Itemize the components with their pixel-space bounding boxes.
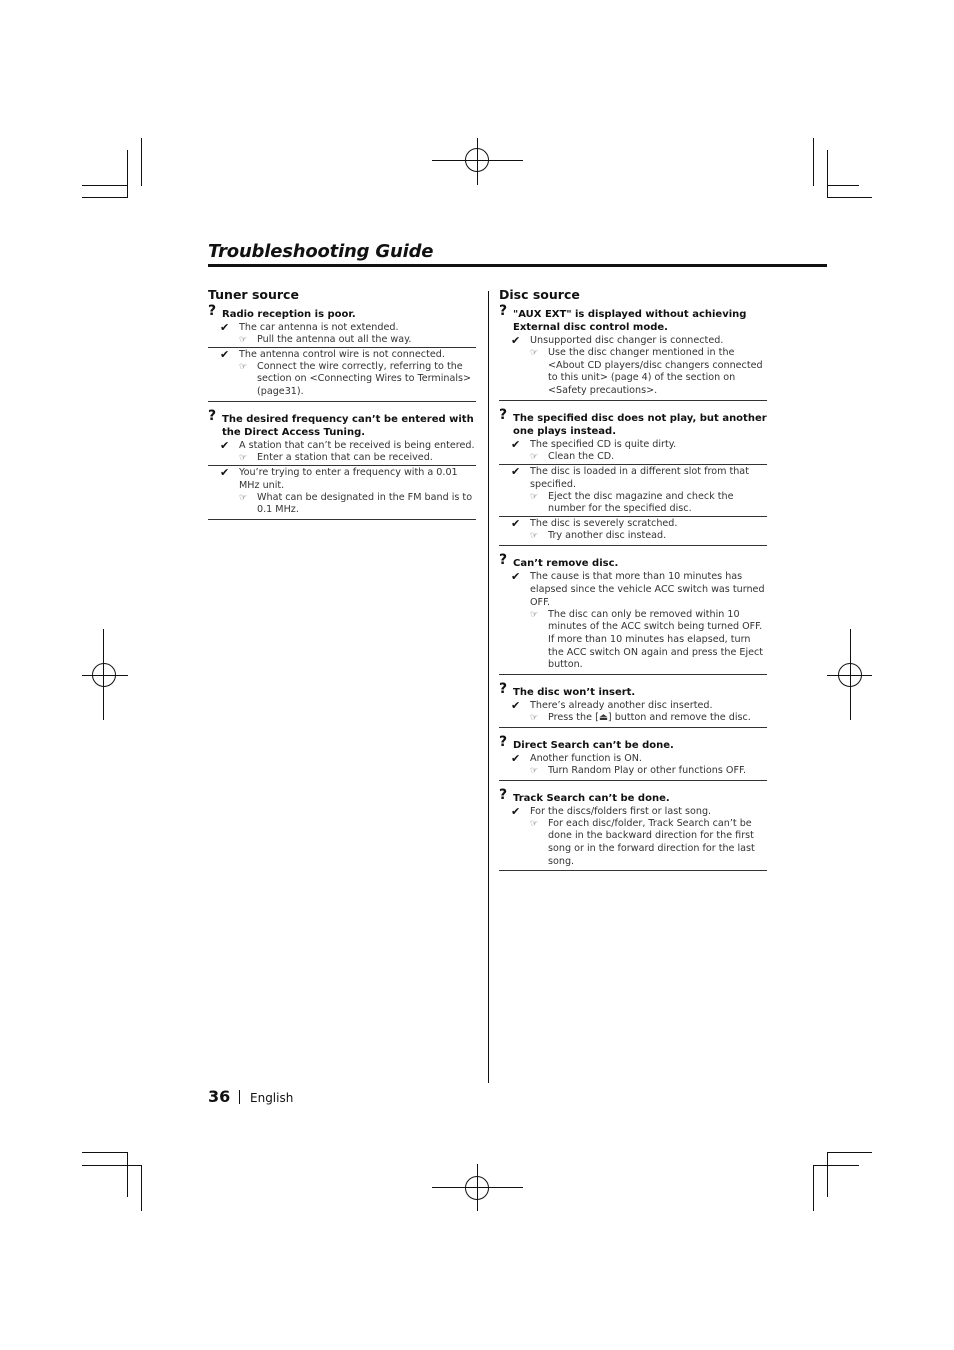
remedy-text: Eject the disc magazine and check the number for the specified disc. — [548, 490, 734, 515]
check-icon: ✔ — [511, 464, 521, 478]
check-icon: ✔ — [511, 699, 521, 713]
pointing-hand-icon: ☞ — [530, 451, 539, 462]
remedy-text: Clean the CD. — [548, 450, 615, 462]
check-icon: ✔ — [511, 437, 521, 451]
problem-text: The disc won’t insert. — [513, 687, 636, 699]
cause-text: The disc is severely scratched. — [530, 517, 678, 529]
pointing-hand-icon: ☞ — [530, 818, 539, 829]
cause-text: You’re trying to enter a frequency with a 0.01 MHz unit. — [239, 466, 458, 491]
check-icon: ✔ — [220, 321, 230, 334]
cause-text: The specified CD is quite dirty. — [530, 438, 677, 450]
cause-text: There’s already another disc inserted. — [530, 700, 713, 712]
trouble-item — [499, 303, 767, 401]
problem-text: Track Search can’t be done. — [513, 792, 670, 804]
cause-text: The antenna control wire is not connected. — [239, 348, 445, 360]
trouble-item — [208, 303, 476, 402]
remedy-text: Connect the wire correctly, referring to the section on <Connecting Wires to Terminals> (page31). — [257, 360, 472, 398]
pointing-hand-icon: ☞ — [530, 530, 539, 541]
page-number: 36 — [208, 1087, 231, 1106]
pointing-hand-icon: ☞ — [530, 765, 539, 776]
question-icon: ? — [208, 407, 217, 424]
remedy-text: Pull the antenna out all the way. — [257, 334, 412, 345]
check-icon: ✔ — [511, 334, 521, 347]
trouble-item — [499, 551, 767, 676]
question-icon: ? — [499, 551, 508, 568]
problem-text: The specified disc does not play, but another one plays instead. — [513, 412, 767, 437]
page-title: Troubleshooting Guide — [208, 241, 434, 262]
remedy-text: Try another disc instead. — [548, 529, 667, 541]
column-divider — [488, 291, 489, 1083]
cause-text: Unsupported disc changer is connected. — [530, 335, 724, 346]
check-icon: ✔ — [511, 804, 521, 818]
check-icon: ✔ — [511, 516, 521, 530]
pointing-hand-icon: ☞ — [530, 348, 539, 358]
question-icon: ? — [499, 786, 508, 803]
remedy-text: The disc can only be removed within 10 minutes of the ACC switch being turned OFF. If more than 10 minutes has elapsed, turn the ACC switch ON again and press the Eject button. — [548, 608, 764, 671]
check-icon: ✔ — [220, 465, 230, 479]
problem-text: Radio reception is poor. — [222, 309, 356, 320]
question-icon: ? — [499, 733, 508, 750]
problem-text: Can’t remove disc. — [513, 557, 619, 569]
pointing-hand-icon: ☞ — [530, 491, 539, 502]
problem-text: The desired frequency can’t be entered with the Direct Access Tuning. — [222, 413, 474, 438]
trouble-item — [208, 407, 476, 520]
cause-text: The cause is that more than 10 minutes has elapsed since the vehicle ACC switch was turned OFF. — [530, 570, 765, 608]
pointing-hand-icon: ☞ — [239, 361, 248, 372]
section-heading: Disc source — [499, 287, 580, 302]
question-icon: ? — [499, 406, 508, 423]
trouble-item — [499, 733, 767, 781]
remedy-text: Use the disc changer mentioned in the <About CD players/disc changers connected to this unit> (page 4) of the section on <Safety precautions>. — [548, 347, 763, 397]
question-icon: ? — [499, 681, 508, 698]
disc-section — [499, 287, 767, 882]
remedy-text: For each disc/folder, Track Search can’t be done in the backward direction for the first song or in the forward direction for the last song. — [548, 817, 755, 867]
pointing-hand-icon: ☞ — [239, 492, 248, 503]
tuner-section — [208, 287, 476, 531]
title-rule — [208, 264, 827, 267]
check-icon: ✔ — [220, 347, 230, 361]
footer-language: English — [250, 1091, 294, 1105]
question-icon: ? — [499, 303, 508, 319]
pointing-hand-icon: ☞ — [239, 452, 248, 463]
cause-text: A station that can’t be received is being entered. — [239, 439, 475, 451]
problem-text: "AUX EXT" is displayed without achieving External disc control mode. — [513, 309, 747, 333]
trouble-item — [499, 406, 767, 546]
remedy-text: Turn Random Play or other functions OFF. — [548, 764, 747, 776]
cause-text: The car antenna is not extended. — [239, 322, 399, 333]
cause-text: The disc is loaded in a different slot from that specified. — [530, 465, 749, 490]
pointing-hand-icon: ☞ — [239, 335, 248, 345]
trouble-item — [499, 681, 767, 728]
question-icon: ? — [208, 303, 217, 319]
remedy-text: What can be designated in the FM band is to 0.1 MHz. — [257, 491, 473, 516]
pointing-hand-icon: ☞ — [530, 609, 539, 620]
section-heading: Tuner source — [208, 287, 299, 302]
footer-divider — [239, 1090, 240, 1104]
check-icon: ✔ — [511, 751, 521, 765]
cause-text: For the discs/folders first or last song. — [530, 805, 712, 817]
check-icon: ✔ — [220, 438, 230, 452]
problem-text: Direct Search can’t be done. — [513, 739, 674, 751]
remedy-text: Press the [⏏] button and remove the disc. — [548, 712, 751, 724]
pointing-hand-icon: ☞ — [530, 713, 539, 724]
trouble-item — [499, 786, 767, 872]
remedy-text: Enter a station that can be received. — [257, 451, 433, 463]
check-icon: ✔ — [511, 569, 521, 583]
cause-text: Another function is ON. — [530, 752, 642, 764]
